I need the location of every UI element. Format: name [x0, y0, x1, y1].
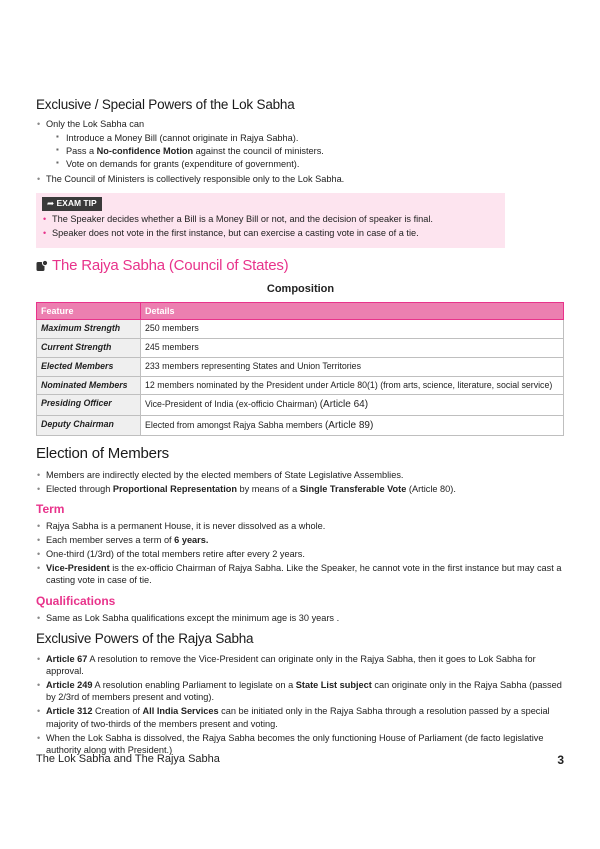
list-item — [36, 562, 565, 587]
feature-cell: Presiding Officer — [37, 395, 141, 416]
bold-text: Vice-President — [46, 562, 110, 573]
exam-tip-box — [36, 193, 505, 247]
list-item: • When the Lok Sabha is dissolved, the Rajya Sabha becomes the only functioning House of Parliament (de facto legislative authority along with President.) — [36, 732, 565, 757]
bold-text: Article 312 — [46, 706, 93, 717]
election-heading: Election of Members — [36, 445, 169, 463]
details-cell: 233 members representing States and Union Territories — [141, 357, 564, 376]
feature-cell: Maximum Strength — [37, 319, 141, 338]
bold-text: Single Transferable Vote — [299, 483, 407, 494]
exam-tip-label: EXAM TIP — [56, 198, 97, 209]
rajya-sabha-section-title — [36, 256, 565, 276]
details-text: Elected from amongst Rajya Sabha members — [145, 419, 325, 430]
list-item — [36, 705, 565, 730]
details-cell — [141, 395, 564, 416]
feature-cell: Nominated Members — [37, 376, 141, 395]
bold-text: All India Services — [142, 706, 219, 717]
term-heading: Term — [36, 501, 65, 516]
article-ref: (Article 64) — [319, 399, 369, 411]
lok-sabha-powers-list — [36, 118, 565, 185]
details-cell: 245 members — [141, 338, 564, 357]
table-header-row — [37, 302, 564, 319]
text: Elected through — [46, 483, 113, 494]
table-row — [37, 319, 564, 338]
table-row — [37, 376, 564, 395]
feature-cell: Deputy Chairman — [37, 415, 141, 436]
feature-cell: Current Strength — [37, 338, 141, 357]
rajya-sabha-powers-heading: Exclusive Powers of the Rajya Sabha — [36, 631, 254, 647]
sub-list-item: ▪ Introduce a Money Bill (cannot originate in Rajya Sabha). — [56, 132, 565, 144]
qualifications-list — [36, 612, 565, 624]
qualifications-heading: Qualifications — [36, 593, 116, 608]
composition-title: Composition — [266, 282, 335, 295]
section-icon — [36, 260, 48, 272]
list-item: • Rajya Sabha is a permanent House, it is never dissolved as a whole. — [36, 520, 565, 532]
text: Each member serves a term of — [46, 535, 175, 546]
list-item: • The Speaker decides whether a Bill is a Money Bill or not, and the decision of speaker is final. — [42, 213, 497, 225]
arrow-share-icon: ➦ — [47, 198, 55, 209]
text: by means of a — [236, 483, 300, 494]
footer-title: The Lok Sabha and The Rajya Sabha — [36, 753, 220, 765]
section-title-text: The Rajya Sabha (Council of States) — [52, 256, 289, 274]
list-item: • Speaker does not vote in the first instance, but can exercise a casting vote in case of a tie. — [42, 227, 497, 239]
column-header: Feature — [37, 302, 141, 319]
page-number: 3 — [557, 753, 564, 767]
composition-table — [36, 302, 564, 437]
bold-text: Article 249 — [46, 679, 93, 690]
table-row — [37, 338, 564, 357]
sub-list-item — [56, 145, 565, 157]
election-list — [36, 469, 565, 495]
list-item — [36, 483, 565, 495]
text: can originate only in the Rajya Sabha (passed by 2/3rd of members present and voting). — [46, 679, 562, 703]
rajya-sabha-powers-list — [36, 653, 565, 757]
text: A resolution to remove the Vice-President can originate only in the Rajya Sabha, then it goes to Lok Sabha for approval. — [46, 653, 536, 677]
bold-text: No-confidence Motion — [96, 146, 194, 157]
list-item — [36, 679, 565, 704]
list-item: • One-third (1/3rd) of the total members retire after every 2 years. — [36, 548, 565, 560]
list-item: • The Council of Ministers is collectively responsible only to the Lok Sabha. — [36, 173, 565, 185]
list-item — [36, 534, 565, 546]
text: is the ex-officio Chairman of Rajya Sabha. Like the Speaker, he cannot vote in the first instance but may cast a casting vote in case of tie. — [46, 562, 562, 586]
text: against the council of ministers. — [193, 146, 324, 157]
table-row — [37, 415, 564, 436]
sub-list-item: ▪ Vote on demands for grants (expenditure of government). — [56, 158, 565, 170]
text: Pass a — [66, 146, 97, 157]
details-cell: 12 members nominated by the President under Article 80(1) (from arts, science, literature, social service) — [141, 376, 564, 395]
lok-sabha-powers-heading: Exclusive / Special Powers of the Lok Sabha — [36, 97, 295, 112]
list-item: • Same as Lok Sabha qualifications except the minimum age is 30 years . — [36, 612, 565, 624]
bold-text: State List subject — [295, 679, 372, 690]
text: can be initiated only in the Rajya Sabha through a resolution passed by a special majority of two-thirds of the members present and voting. — [46, 706, 550, 729]
text: Creation of — [92, 706, 143, 717]
bold-text: 6 years. — [174, 535, 209, 546]
article-ref: (Article 89) — [324, 419, 374, 431]
column-header: Details — [141, 302, 564, 319]
bold-text: Article 67 — [46, 653, 88, 664]
list-item-text: Only the Lok Sabha can — [46, 119, 145, 130]
exam-tip-badge — [42, 197, 102, 210]
list-item: • Members are indirectly elected by the elected members of State Legislative Assemblies. — [36, 469, 565, 481]
table-row — [37, 357, 564, 376]
text: A resolution enabling Parliament to legislate on a — [92, 679, 296, 690]
details-cell — [141, 415, 564, 436]
text: (Article 80). — [406, 483, 456, 494]
exam-tip-list — [42, 213, 497, 239]
term-list — [36, 520, 565, 587]
details-cell: 250 members — [141, 319, 564, 338]
details-text: Vice-President of India (ex-officio Chairman) — [145, 399, 320, 410]
list-item — [36, 653, 565, 678]
bold-text: Proportional Representation — [112, 483, 237, 494]
sub-list — [56, 132, 565, 171]
page-footer — [36, 752, 564, 768]
table-row — [37, 395, 564, 416]
list-item — [36, 118, 565, 171]
feature-cell: Elected Members — [37, 357, 141, 376]
